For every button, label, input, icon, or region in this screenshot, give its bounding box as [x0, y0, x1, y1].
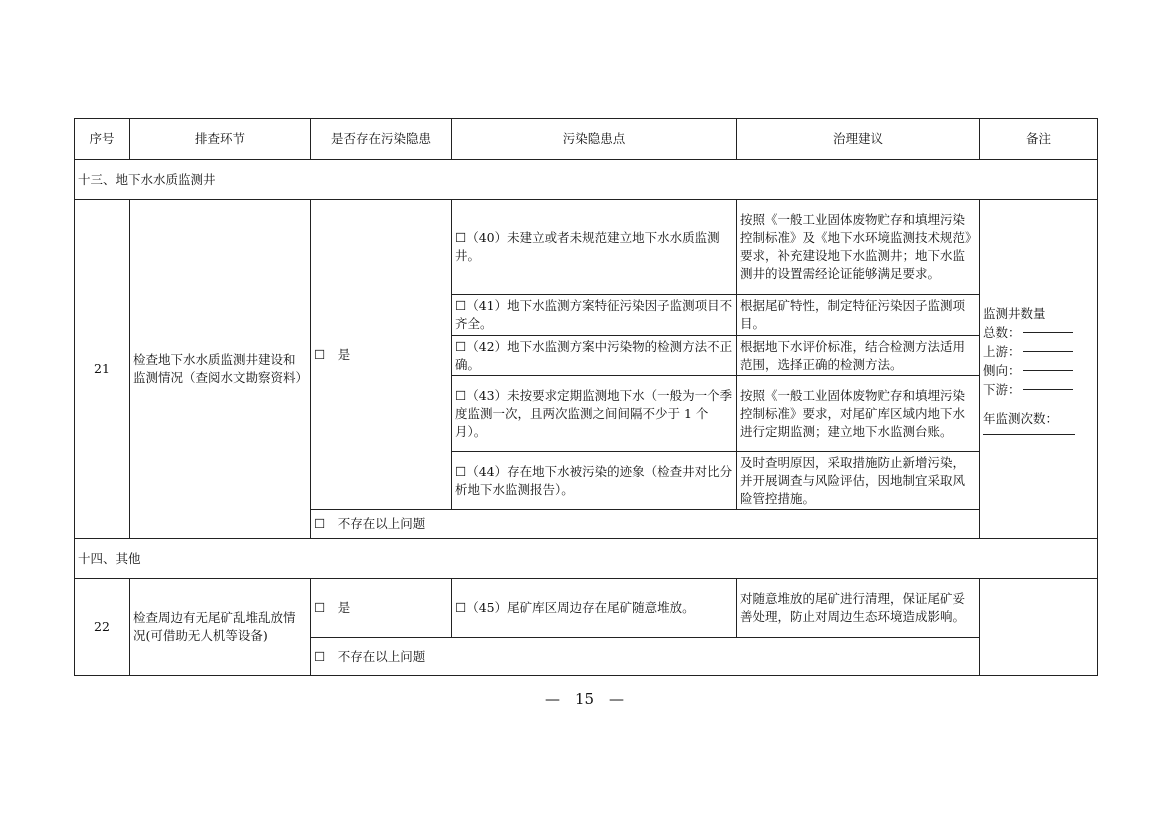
- inspection-table: [74, 118, 1098, 676]
- hazard-point[interactable]: ☐（43）未按要求定期监测地下水（一般为一个季度监测一次，且两次监测之间间隔不少于 1 个月）。: [452, 376, 737, 452]
- advice-text: 按照《一般工业固体废物贮存和填埋污染控制标准》及《地下水环境监测技术规范》要求，补充建设地下水监测井；地下水监测井的设置需经论证能够满足要求。: [737, 200, 980, 295]
- advice-text: 及时查明原因，采取措施防止新增污染，并开展调查与风险评估，因地制宜采取风险管控措施。: [737, 452, 980, 510]
- remark-cell: [980, 200, 1098, 539]
- hazard-point[interactable]: ☐（45）尾矿库区周边存在尾矿随意堆放。: [452, 579, 737, 638]
- annual-frequency-blank[interactable]: [983, 434, 1075, 435]
- header-point: 污染隐患点: [452, 119, 737, 160]
- yes-option[interactable]: ☐ 是: [311, 579, 452, 638]
- check-step: 检查周边有无尾矿乱堆乱放情况(可借助无人机等设备): [130, 579, 311, 676]
- page-number: — 15 —: [544, 690, 625, 708]
- hazard-point[interactable]: ☐（41）地下水监测方案特征污染因子监测项目不齐全。: [452, 295, 737, 336]
- section-heading: [75, 160, 1098, 200]
- row-number: 22: [75, 579, 130, 676]
- yes-option[interactable]: ☐ 是: [311, 200, 452, 510]
- well-count-title: 监测井数量: [983, 305, 1046, 321]
- annual-frequency-label: 年监测次数：: [983, 410, 1059, 426]
- total-label: 总数：: [983, 324, 1021, 340]
- header-remark: 备注: [980, 119, 1098, 160]
- header-row: [75, 119, 1098, 160]
- section-13-title: 十三、地下水水质监测井: [75, 160, 1098, 200]
- lateral-label: 侧向：: [983, 362, 1021, 378]
- section-heading: [75, 539, 1098, 579]
- table-row: [75, 200, 1098, 295]
- downstream-blank[interactable]: [1023, 389, 1073, 390]
- no-problem-option[interactable]: ☐ 不存在以上问题: [311, 638, 980, 676]
- downstream-label: 下游：: [983, 381, 1021, 397]
- monitoring-well-notes: [983, 304, 1094, 435]
- advice-text: 对随意堆放的尾矿进行清理，保证尾矿妥善处理，防止对周边生态环境造成影响。: [737, 579, 980, 638]
- upstream-label: 上游：: [983, 343, 1021, 359]
- check-step: 检查地下水水质监测井建设和监测情况（查阅水文勘察资料）: [130, 200, 311, 539]
- remark-cell: [980, 579, 1098, 676]
- header-seq: 序号: [75, 119, 130, 160]
- advice-text: 按照《一般工业固体废物贮存和填埋污染控制标准》要求，对尾矿库区域内地下水进行定期监测；建立地下水监测台账。: [737, 376, 980, 452]
- hazard-point[interactable]: ☐（40）未建立或者未规范建立地下水水质监测井。: [452, 200, 737, 295]
- advice-text: 根据尾矿特性，制定特征污染因子监测项目。: [737, 295, 980, 336]
- upstream-blank[interactable]: [1023, 351, 1073, 352]
- no-problem-option[interactable]: ☐ 不存在以上问题: [311, 510, 980, 539]
- advice-text: 根据地下水评价标准，结合检测方法适用范围，选择正确的检测方法。: [737, 336, 980, 376]
- total-blank[interactable]: [1023, 332, 1073, 333]
- header-advice: 治理建议: [737, 119, 980, 160]
- row-number: 21: [75, 200, 130, 539]
- section-14-title: 十四、其他: [75, 539, 1098, 579]
- hazard-point[interactable]: ☐（42）地下水监测方案中污染物的检测方法不正确。: [452, 336, 737, 376]
- lateral-blank[interactable]: [1023, 370, 1073, 371]
- header-exists: 是否存在污染隐患: [311, 119, 452, 160]
- table-row: [75, 579, 1098, 638]
- hazard-point[interactable]: ☐（44）存在地下水被污染的迹象（检查井对比分析地下水监测报告）。: [452, 452, 737, 510]
- header-step: 排查环节: [130, 119, 311, 160]
